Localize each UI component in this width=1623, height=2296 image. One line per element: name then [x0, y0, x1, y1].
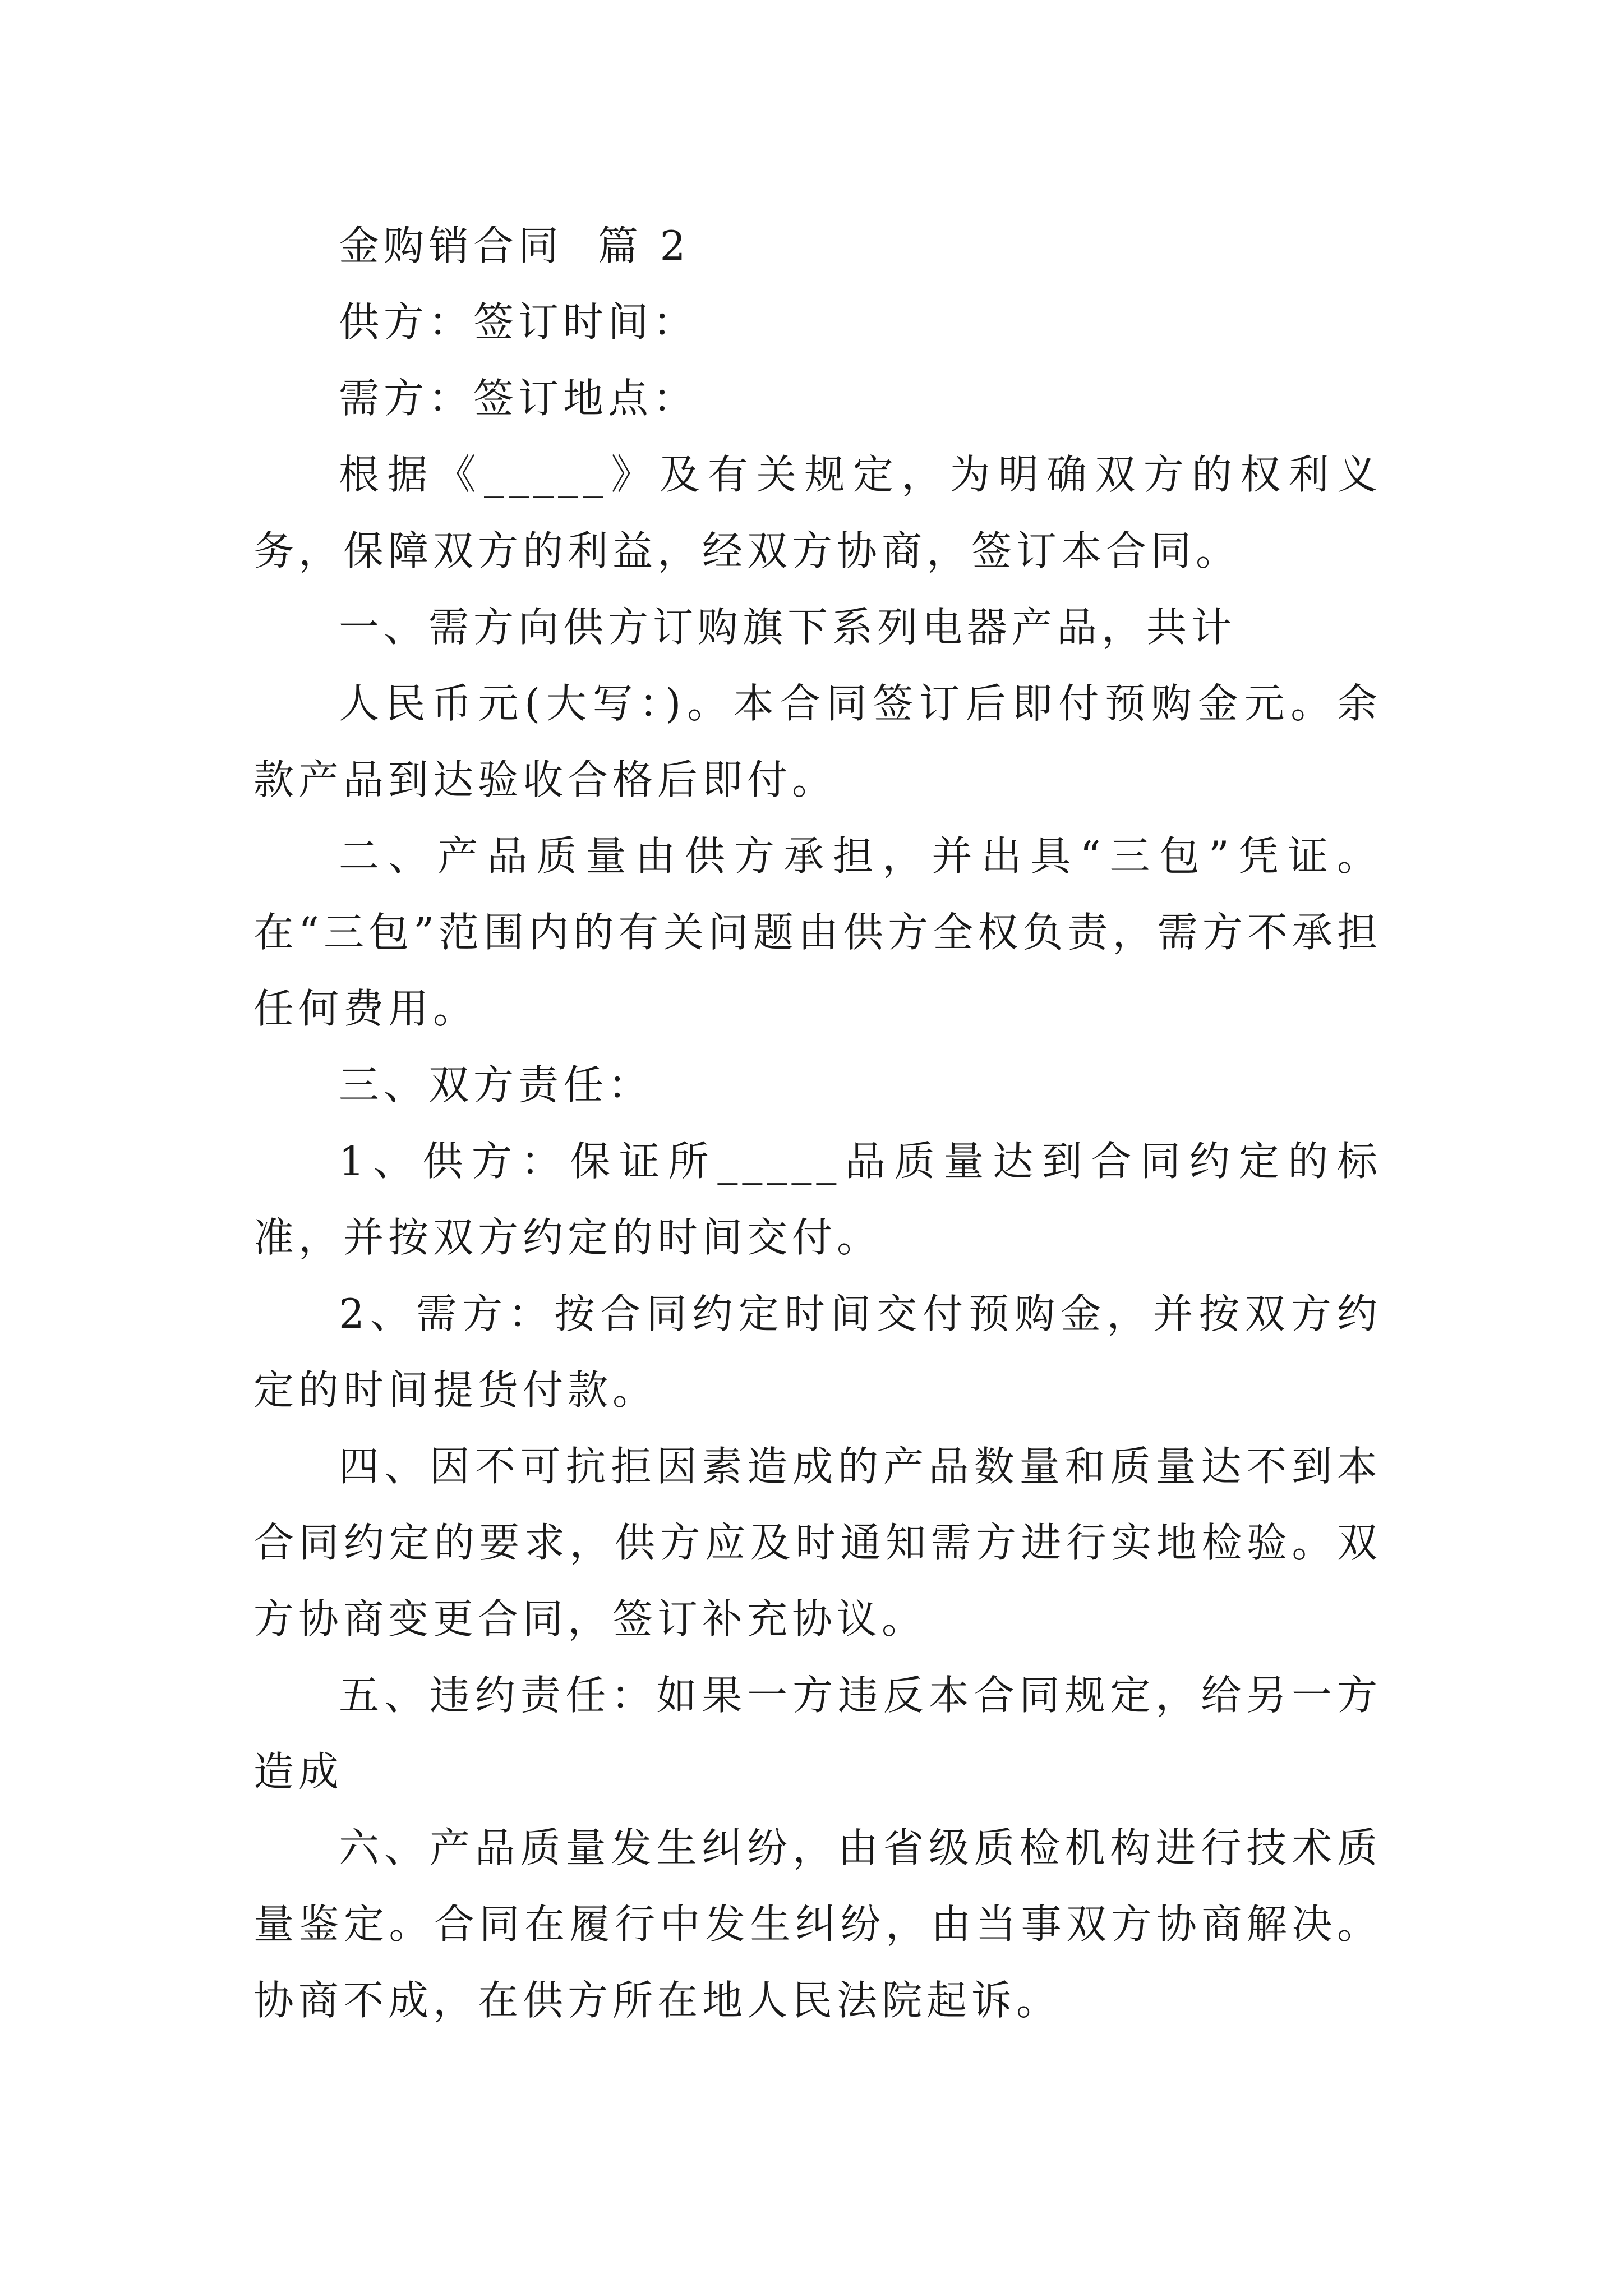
- clause-3-buyer-duty: 2、需方：按合同约定时间交付预购金，并按双方约定的时间提货付款。: [253, 1290, 1382, 1414]
- clause-4-force-majeure: 四、因不可抗拒因素造成的产品数量和质量达不到本合同约定的要求，供方应及时通知需方进行实地检验。双方协商变更合同，签订补充协议。: [253, 1443, 1382, 1642]
- clause-1-payment: 人民币元(大写：)。本合同签订后即付预购金元。余款产品到达验收合格后即付。: [253, 680, 1382, 803]
- document-title: 金购销合同 篇 2: [339, 222, 690, 269]
- buyer-signing-place: 需方：签订地点：: [339, 375, 698, 422]
- supplier-signing-time: 供方：签订时间：: [339, 298, 698, 346]
- document-body: [253, 208, 1382, 2039]
- clause-3-heading: 三、双方责任：: [339, 1061, 653, 1108]
- clause-3-supplier-duty: 1、供方：保证所_____品质量达到合同约定的标准，并按双方约定的时间交付。: [253, 1138, 1382, 1261]
- clause-1-order: 一、需方向供方订购旗下系列电器产品，共计: [339, 604, 1237, 651]
- clause-6-disputes: 六、产品质量发生纠纷，由省级质检机构进行技术质量鉴定。合同在履行中发生纠纷，由当事双方协商解决。协商不成，在供方所在地人民法院起诉。: [253, 1824, 1382, 2024]
- clause-2-quality: 二、产品质量由供方承担，并出具“三包”凭证。在“三包”范围内的有关问题由供方全权负责，需方不承担任何费用。: [253, 832, 1382, 1032]
- clause-5-liability: 五、违约责任：如果一方违反本合同规定，给另一方造成: [253, 1672, 1382, 1795]
- preamble-paragraph: 根据《_____》及有关规定，为明确双方的权利义务，保障双方的利益，经双方协商，签订本合同。: [253, 451, 1382, 574]
